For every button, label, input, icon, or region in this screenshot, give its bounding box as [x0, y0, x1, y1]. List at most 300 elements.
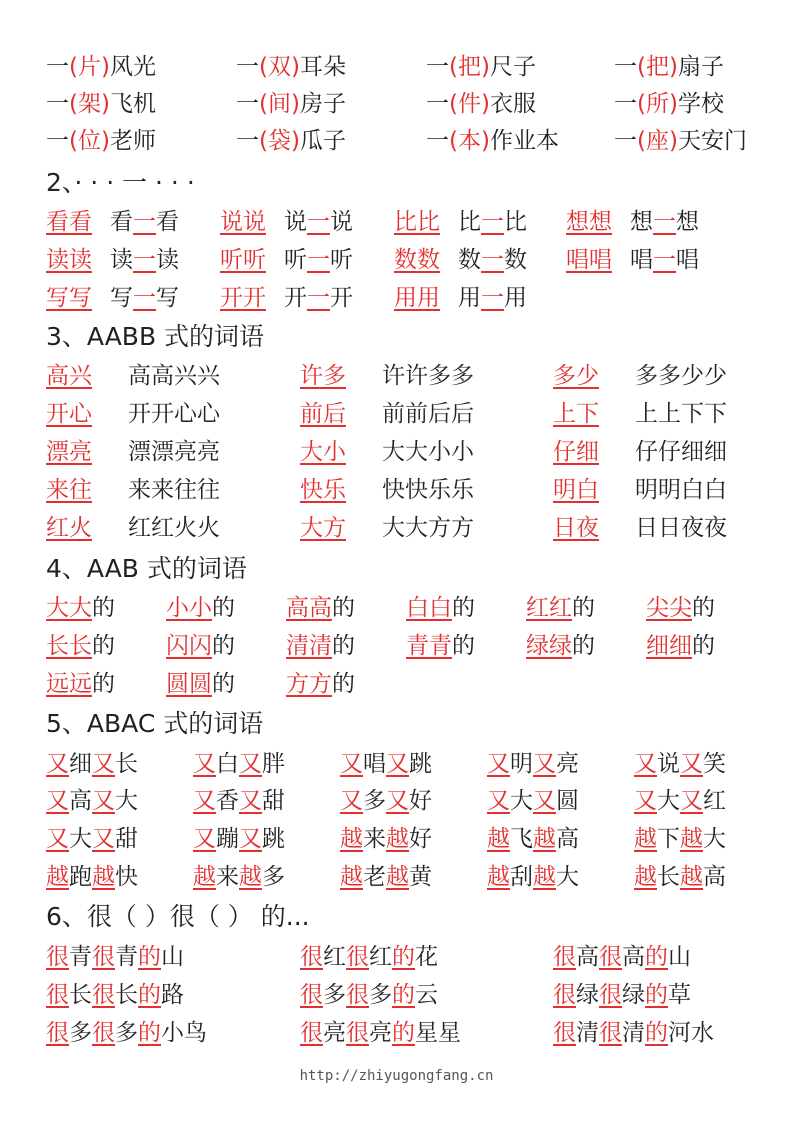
a-yi-a-item: [46, 241, 179, 279]
a-yi-a-item: [46, 203, 179, 241]
hen-hen-de-row: [0, 938, 793, 976]
aabb-word: 大大小小: [382, 439, 474, 465]
aa-word: 红红: [526, 595, 572, 621]
c-word: 高: [703, 864, 726, 890]
aabb-base-word: [553, 433, 599, 471]
connector-word: 又: [487, 788, 510, 814]
noun-text: 尺子: [489, 54, 536, 80]
abac-item: [487, 745, 579, 783]
connector-word: 又: [46, 788, 69, 814]
measure-word: (间): [259, 91, 300, 117]
ab-word: 仔细: [553, 439, 599, 465]
measure-word: (双): [259, 54, 300, 80]
aabb-word: 多多少少: [635, 363, 727, 389]
abac-item: [193, 858, 285, 896]
aabb-base-word: [553, 357, 599, 395]
aabb-expanded-word: [382, 509, 474, 547]
noun-text: 瓜子: [299, 128, 346, 154]
connector-word: 越: [92, 864, 115, 890]
aa-word: 读读: [46, 247, 92, 273]
ab-word: 漂亮: [46, 439, 92, 465]
measure-word-item: [236, 48, 346, 86]
aab-item: [526, 589, 595, 627]
de-text: 的: [572, 595, 595, 621]
connector-word: 越: [193, 864, 216, 890]
connector-word: 又: [46, 826, 69, 852]
connector-word: 又: [92, 826, 115, 852]
hen-hen-de-row: [0, 976, 793, 1014]
aa-word: 看看: [46, 209, 92, 235]
aab-item: [166, 589, 235, 627]
abac-item: [634, 858, 726, 896]
connector-word: 又: [634, 788, 657, 814]
verb-text: 听: [284, 247, 307, 273]
b-word: 白: [216, 751, 239, 777]
noun-text: 小鸟: [161, 1020, 207, 1046]
aa-word: 细细: [646, 633, 692, 659]
aab-row: [0, 665, 793, 703]
de-text: 的: [332, 595, 355, 621]
c-word: 圆: [556, 788, 579, 814]
verb-text: 开: [330, 285, 353, 311]
ab-word: 快乐: [300, 477, 346, 503]
aa-word: 小小: [166, 595, 212, 621]
de-text: 的: [92, 671, 115, 697]
yi-text: 一: [133, 209, 156, 235]
b-word: 多: [363, 788, 386, 814]
b-word: 蹦: [216, 826, 239, 852]
hen-word: 很: [553, 982, 576, 1008]
verb-text: 唱: [676, 247, 699, 273]
section2-heading: 2、· · · 一 · · ·: [46, 168, 195, 197]
abac-item: [340, 745, 432, 783]
aabb-expanded-word: [635, 471, 727, 509]
noun-text: 学校: [677, 91, 724, 117]
aabb-base-word: [553, 471, 599, 509]
connector-word: 越: [46, 864, 69, 890]
c-word: 胖: [262, 751, 285, 777]
b-word: 细: [69, 751, 92, 777]
connector-word: 又: [46, 751, 69, 777]
abac-item: [487, 782, 579, 820]
aab-item: [166, 665, 235, 703]
b-word: 说: [657, 751, 680, 777]
b-word: 大: [69, 826, 92, 852]
verb-text: 看: [156, 209, 179, 235]
ab-word: 上下: [553, 401, 599, 427]
hen-hen-de-item: [553, 976, 691, 1014]
c-word: 笑: [703, 751, 726, 777]
aabb-expanded-word: [635, 395, 727, 433]
adjective-text: 高: [576, 944, 599, 970]
aabb-base-word: [300, 395, 346, 433]
hen-word: 很: [346, 944, 369, 970]
de-word: 的: [645, 1020, 668, 1046]
aabb-word: 许许多多: [382, 363, 474, 389]
noun-text: 山: [161, 944, 184, 970]
a-yi-a-row: [0, 279, 793, 317]
aabb-word: 仔仔细细: [635, 439, 727, 465]
b-word: 大: [510, 788, 533, 814]
section5-heading: 5、ABAC 式的词语: [46, 709, 264, 738]
verb-text: 用: [458, 285, 481, 311]
hen-hen-de-item: [553, 938, 691, 976]
connector-word: 越: [680, 864, 703, 890]
b-word: 明: [510, 751, 533, 777]
de-text: 的: [92, 633, 115, 659]
measure-word-item: [614, 48, 724, 86]
prefix-text: 一: [46, 54, 69, 80]
aa-word: 想想: [566, 209, 612, 235]
c-word: 高: [556, 826, 579, 852]
verb-text: 数: [458, 247, 481, 273]
aabb-base-word: [300, 357, 346, 395]
de-text: 的: [332, 633, 355, 659]
abac-row: [0, 820, 793, 858]
b-word: 老: [363, 864, 386, 890]
connector-word: 又: [634, 751, 657, 777]
measure-word-item: [426, 48, 536, 86]
de-text: 的: [92, 595, 115, 621]
a-yi-a-item: [566, 241, 699, 279]
aabb-word: 开开心心: [128, 401, 220, 427]
abac-item: [487, 820, 579, 858]
de-word: 的: [392, 982, 415, 1008]
a-yi-a-item: [220, 279, 353, 317]
c-word: 跳: [262, 826, 285, 852]
connector-word: 越: [680, 826, 703, 852]
connector-word: 越: [386, 864, 409, 890]
prefix-text: 一: [614, 91, 637, 117]
de-word: 的: [392, 1020, 415, 1046]
aa-word: 圆圆: [166, 671, 212, 697]
abac-item: [193, 745, 285, 783]
aabb-base-word: [46, 357, 92, 395]
adjective-text: 长: [115, 982, 138, 1008]
measure-word: (座): [637, 128, 678, 154]
prefix-text: 一: [236, 54, 259, 80]
a-yi-a-item: [394, 241, 527, 279]
ab-word: 红火: [46, 515, 92, 541]
adjective-text: 高: [622, 944, 645, 970]
prefix-text: 一: [426, 128, 449, 154]
aabb-word: 大大方方: [382, 515, 474, 541]
hen-hen-de-row: [0, 1014, 793, 1052]
aabb-expanded-word: [128, 357, 220, 395]
ab-word: 明白: [553, 477, 599, 503]
noun-text: 耳朵: [299, 54, 346, 80]
adjective-text: 亮: [323, 1020, 346, 1046]
verb-text: 数: [504, 247, 527, 273]
abac-item: [46, 782, 138, 820]
connector-word: 又: [239, 826, 262, 852]
measure-word: (把): [637, 54, 678, 80]
connector-word: 又: [92, 751, 115, 777]
de-text: 的: [692, 595, 715, 621]
c-word: 亮: [556, 751, 579, 777]
connector-word: 又: [680, 751, 703, 777]
verb-text: 说: [284, 209, 307, 235]
hen-word: 很: [346, 1020, 369, 1046]
connector-word: 又: [239, 788, 262, 814]
measure-word-item: [236, 85, 346, 123]
aa-word: 写写: [46, 285, 92, 311]
c-word: 好: [409, 826, 432, 852]
a-yi-a-item: [46, 279, 179, 317]
aab-row: [0, 627, 793, 665]
a-yi-a-item: [220, 241, 353, 279]
de-word: 的: [645, 944, 668, 970]
prefix-text: 一: [236, 128, 259, 154]
measure-word-row: [0, 85, 793, 123]
hen-hen-de-item: [300, 938, 438, 976]
prefix-text: 一: [46, 91, 69, 117]
a-yi-a-row: [0, 241, 793, 279]
abac-item: [487, 858, 579, 896]
measure-word: (片): [69, 54, 110, 80]
verb-text: 听: [330, 247, 353, 273]
abac-item: [46, 820, 138, 858]
aabb-expanded-word: [635, 357, 727, 395]
ab-word: 高兴: [46, 363, 92, 389]
b-word: 飞: [510, 826, 533, 852]
abac-row: [0, 858, 793, 896]
measure-word: (袋): [259, 128, 300, 154]
noun-text: 飞机: [109, 91, 156, 117]
b-word: 大: [657, 788, 680, 814]
connector-word: 越: [533, 826, 556, 852]
c-word: 黄: [409, 864, 432, 890]
de-text: 的: [212, 671, 235, 697]
ab-word: 前后: [300, 401, 346, 427]
yi-text: 一: [133, 285, 156, 311]
connector-word: 又: [386, 751, 409, 777]
connector-word: 又: [680, 788, 703, 814]
aabb-base-word: [46, 395, 92, 433]
measure-word-row: [0, 122, 793, 160]
connector-word: 越: [487, 864, 510, 890]
noun-text: 作业本: [489, 128, 559, 154]
abac-item: [46, 745, 138, 783]
abac-item: [634, 782, 726, 820]
hen-word: 很: [599, 1020, 622, 1046]
hen-hen-de-item: [300, 976, 438, 1014]
b-word: 长: [657, 864, 680, 890]
measure-word-item: [614, 85, 724, 123]
a-yi-a-row: [0, 203, 793, 241]
aa-word: 说说: [220, 209, 266, 235]
c-word: 长: [115, 751, 138, 777]
measure-word-item: [46, 122, 156, 160]
abac-item: [340, 820, 432, 858]
hen-word: 很: [92, 1020, 115, 1046]
yi-text: 一: [307, 247, 330, 273]
aab-item: [286, 627, 355, 665]
ab-word: 大方: [300, 515, 346, 541]
aabb-expanded-word: [382, 471, 474, 509]
hen-word: 很: [46, 944, 69, 970]
de-text: 的: [212, 633, 235, 659]
hen-word: 很: [553, 1020, 576, 1046]
noun-text: 衣服: [489, 91, 536, 117]
abac-item: [193, 782, 285, 820]
aa-word: 绿绿: [526, 633, 572, 659]
aa-word: 闪闪: [166, 633, 212, 659]
hen-word: 很: [46, 982, 69, 1008]
yi-text: 一: [653, 247, 676, 273]
connector-word: 越: [386, 826, 409, 852]
yi-text: 一: [481, 209, 504, 235]
hen-word: 很: [346, 982, 369, 1008]
noun-text: 山: [668, 944, 691, 970]
b-word: 来: [363, 826, 386, 852]
aa-word: 清清: [286, 633, 332, 659]
verb-text: 想: [676, 209, 699, 235]
abac-item: [340, 858, 432, 896]
abac-item: [46, 858, 138, 896]
measure-word: (所): [637, 91, 678, 117]
adjective-text: 绿: [622, 982, 645, 1008]
hen-word: 很: [300, 944, 323, 970]
verb-text: 唱: [630, 247, 653, 273]
abac-item: [634, 745, 726, 783]
verb-text: 看: [110, 209, 133, 235]
aabb-base-word: [300, 433, 346, 471]
adjective-text: 多: [69, 1020, 92, 1046]
b-word: 来: [216, 864, 239, 890]
connector-word: 越: [487, 826, 510, 852]
aa-word: 长长: [46, 633, 92, 659]
noun-text: 草: [668, 982, 691, 1008]
noun-text: 路: [161, 982, 184, 1008]
ab-word: 大小: [300, 439, 346, 465]
aabb-base-word: [553, 395, 599, 433]
connector-word: 又: [533, 788, 556, 814]
verb-text: 读: [110, 247, 133, 273]
aabb-word: 快快乐乐: [382, 477, 474, 503]
prefix-text: 一: [426, 91, 449, 117]
ab-word: 开心: [46, 401, 92, 427]
adjective-text: 多: [115, 1020, 138, 1046]
de-text: 的: [452, 633, 475, 659]
aabb-base-word: [46, 471, 92, 509]
b-word: 刮: [510, 864, 533, 890]
ab-word: 来往: [46, 477, 92, 503]
aab-item: [286, 589, 355, 627]
aabb-expanded-word: [382, 433, 474, 471]
verb-text: 用: [504, 285, 527, 311]
aabb-row: [0, 471, 793, 509]
c-word: 甜: [262, 788, 285, 814]
adjective-text: 长: [69, 982, 92, 1008]
connector-word: 又: [193, 788, 216, 814]
prefix-text: 一: [426, 54, 449, 80]
noun-text: 河水: [668, 1020, 714, 1046]
hen-hen-de-item: [300, 1014, 461, 1052]
aab-item: [646, 627, 715, 665]
aa-word: 大大: [46, 595, 92, 621]
aabb-word: 漂漂亮亮: [128, 439, 220, 465]
measure-word: (把): [449, 54, 490, 80]
verb-text: 开: [284, 285, 307, 311]
de-word: 的: [645, 982, 668, 1008]
aabb-row: [0, 357, 793, 395]
aa-word: 高高: [286, 595, 332, 621]
connector-word: 又: [92, 788, 115, 814]
c-word: 大: [115, 788, 138, 814]
adjective-text: 清: [622, 1020, 645, 1046]
noun-text: 房子: [299, 91, 346, 117]
aabb-base-word: [46, 433, 92, 471]
aabb-word: 上上下下: [635, 401, 727, 427]
noun-text: 天安门: [677, 128, 747, 154]
b-word: 跑: [69, 864, 92, 890]
ab-word: 许多: [300, 363, 346, 389]
a-yi-a-item: [394, 279, 527, 317]
hen-word: 很: [599, 944, 622, 970]
noun-text: 风光: [109, 54, 156, 80]
connector-word: 越: [533, 864, 556, 890]
aabb-base-word: [300, 509, 346, 547]
hen-hen-de-item: [46, 976, 184, 1014]
b-word: 高: [69, 788, 92, 814]
aa-word: 开开: [220, 285, 266, 311]
de-word: 的: [138, 982, 161, 1008]
b-word: 唱: [363, 751, 386, 777]
de-text: 的: [572, 633, 595, 659]
adjective-text: 多: [369, 982, 392, 1008]
aa-word: 远远: [46, 671, 92, 697]
connector-word: 又: [340, 751, 363, 777]
noun-text: 云: [415, 982, 438, 1008]
aab-item: [166, 627, 235, 665]
aabb-word: 红红火火: [128, 515, 220, 541]
yi-text: 一: [133, 247, 156, 273]
aab-row: [0, 589, 793, 627]
section4-heading: 4、AAB 式的词语: [46, 554, 247, 583]
aab-item: [46, 665, 115, 703]
c-word: 甜: [115, 826, 138, 852]
hen-word: 很: [553, 944, 576, 970]
c-word: 跳: [409, 751, 432, 777]
connector-word: 又: [193, 751, 216, 777]
measure-word: (本): [449, 128, 490, 154]
adjective-text: 亮: [369, 1020, 392, 1046]
adjective-text: 清: [576, 1020, 599, 1046]
noun-text: 花: [415, 944, 438, 970]
aab-item: [46, 627, 115, 665]
abac-item: [340, 782, 432, 820]
hen-hen-de-item: [46, 938, 184, 976]
aabb-expanded-word: [635, 509, 727, 547]
yi-text: 一: [481, 247, 504, 273]
de-word: 的: [138, 944, 161, 970]
c-word: 大: [556, 864, 579, 890]
aa-word: 比比: [394, 209, 440, 235]
measure-word-row: [0, 48, 793, 86]
aab-item: [286, 665, 355, 703]
aa-word: 青青: [406, 633, 452, 659]
aabb-row: [0, 509, 793, 547]
c-word: 多: [262, 864, 285, 890]
aabb-expanded-word: [128, 395, 220, 433]
connector-word: 又: [340, 788, 363, 814]
c-word: 红: [703, 788, 726, 814]
measure-word-item: [46, 85, 156, 123]
connector-word: 越: [634, 864, 657, 890]
measure-word-item: [614, 122, 747, 160]
aa-word: 数数: [394, 247, 440, 273]
